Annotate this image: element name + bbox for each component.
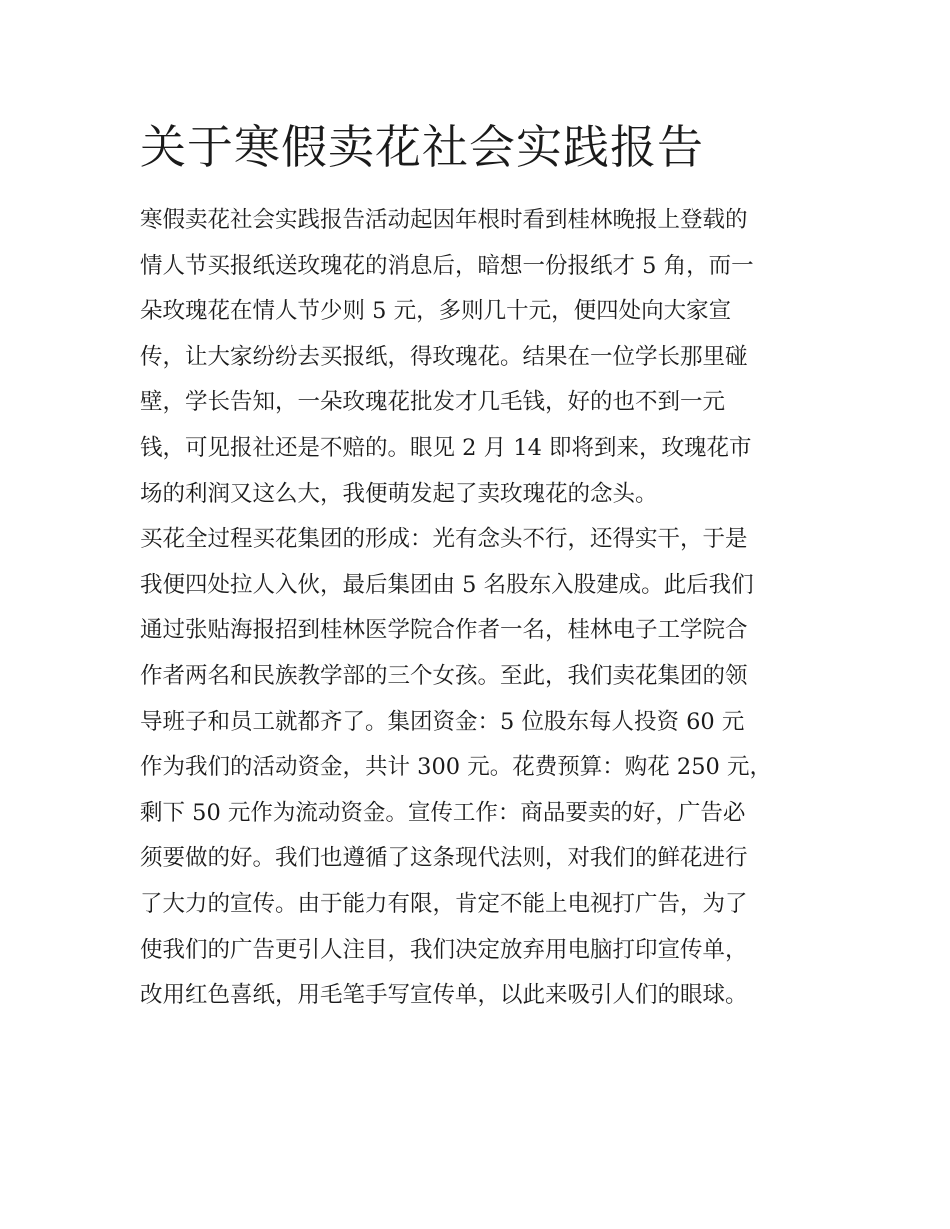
paragraph-line: 壁，学长告知，一朵玫瑰花批发才几毛钱，好的也不到一元	[140, 389, 726, 416]
paragraph-line: 钱，可见报社还是不赔的。眼见 2 月 14 即将到来，玫瑰花市	[140, 434, 752, 461]
paragraph-line: 剩下 50 元作为流动资金。宣传工作：商品要卖的好，广告必	[140, 799, 746, 826]
paragraph-1	[140, 198, 815, 517]
paragraph-line: 买花全过程买花集团的形成：光有念头不行，还得实干，于是	[140, 526, 748, 553]
paragraph-line: 朵玫瑰花在情人节少则 5 元，多则几十元，便四处向大家宣	[140, 298, 732, 325]
paragraph-line: 传，让大家纷纷去买报纸，得玫瑰花。结果在一位学长那里碰	[140, 343, 748, 370]
paragraph-line: 改用红色喜纸，用毛笔手写宣传单，以此来吸引人们的眼球。	[140, 982, 748, 1009]
document-body	[140, 198, 815, 1019]
paragraph-line: 须要做的好。我们也遵循了这条现代法则，对我们的鲜花进行	[140, 845, 748, 872]
paragraph-line: 作者两名和民族教学部的三个女孩。至此，我们卖花集团的领	[140, 662, 748, 689]
paragraph-line: 情人节买报纸送玫瑰花的消息后，暗想一份报纸才 5 角，而一	[140, 252, 754, 279]
paragraph-line: 通过张贴海报招到桂林医学院合作者一名，桂林电子工学院合	[140, 617, 748, 644]
paragraph-line: 作为我们的活动资金，共计 300 元。花费预算：购花 250 元，	[140, 754, 773, 781]
paragraph-line: 导班子和员工就都齐了。集团资金：5 位股东每人投资 60 元	[140, 708, 745, 735]
paragraph-line: 使我们的广告更引人注目，我们决定放弃用电脑打印宣传单，	[140, 936, 748, 963]
paragraph-2	[140, 517, 815, 1019]
paragraph-line: 了大力的宣传。由于能力有限，肯定不能上电视打广告，为了	[140, 890, 748, 917]
document-title: 关于寒假卖花社会实践报告	[140, 120, 704, 174]
paragraph-line: 寒假卖花社会实践报告活动起因年根时看到桂林晚报上登载的	[140, 207, 748, 233]
paragraph-line: 场的利润又这么大，我便萌发起了卖玫瑰花的念头。	[140, 480, 658, 507]
paragraph-line: 我便四处拉人入伙，最后集团由 5 名股东入股建成。此后我们	[140, 571, 754, 598]
